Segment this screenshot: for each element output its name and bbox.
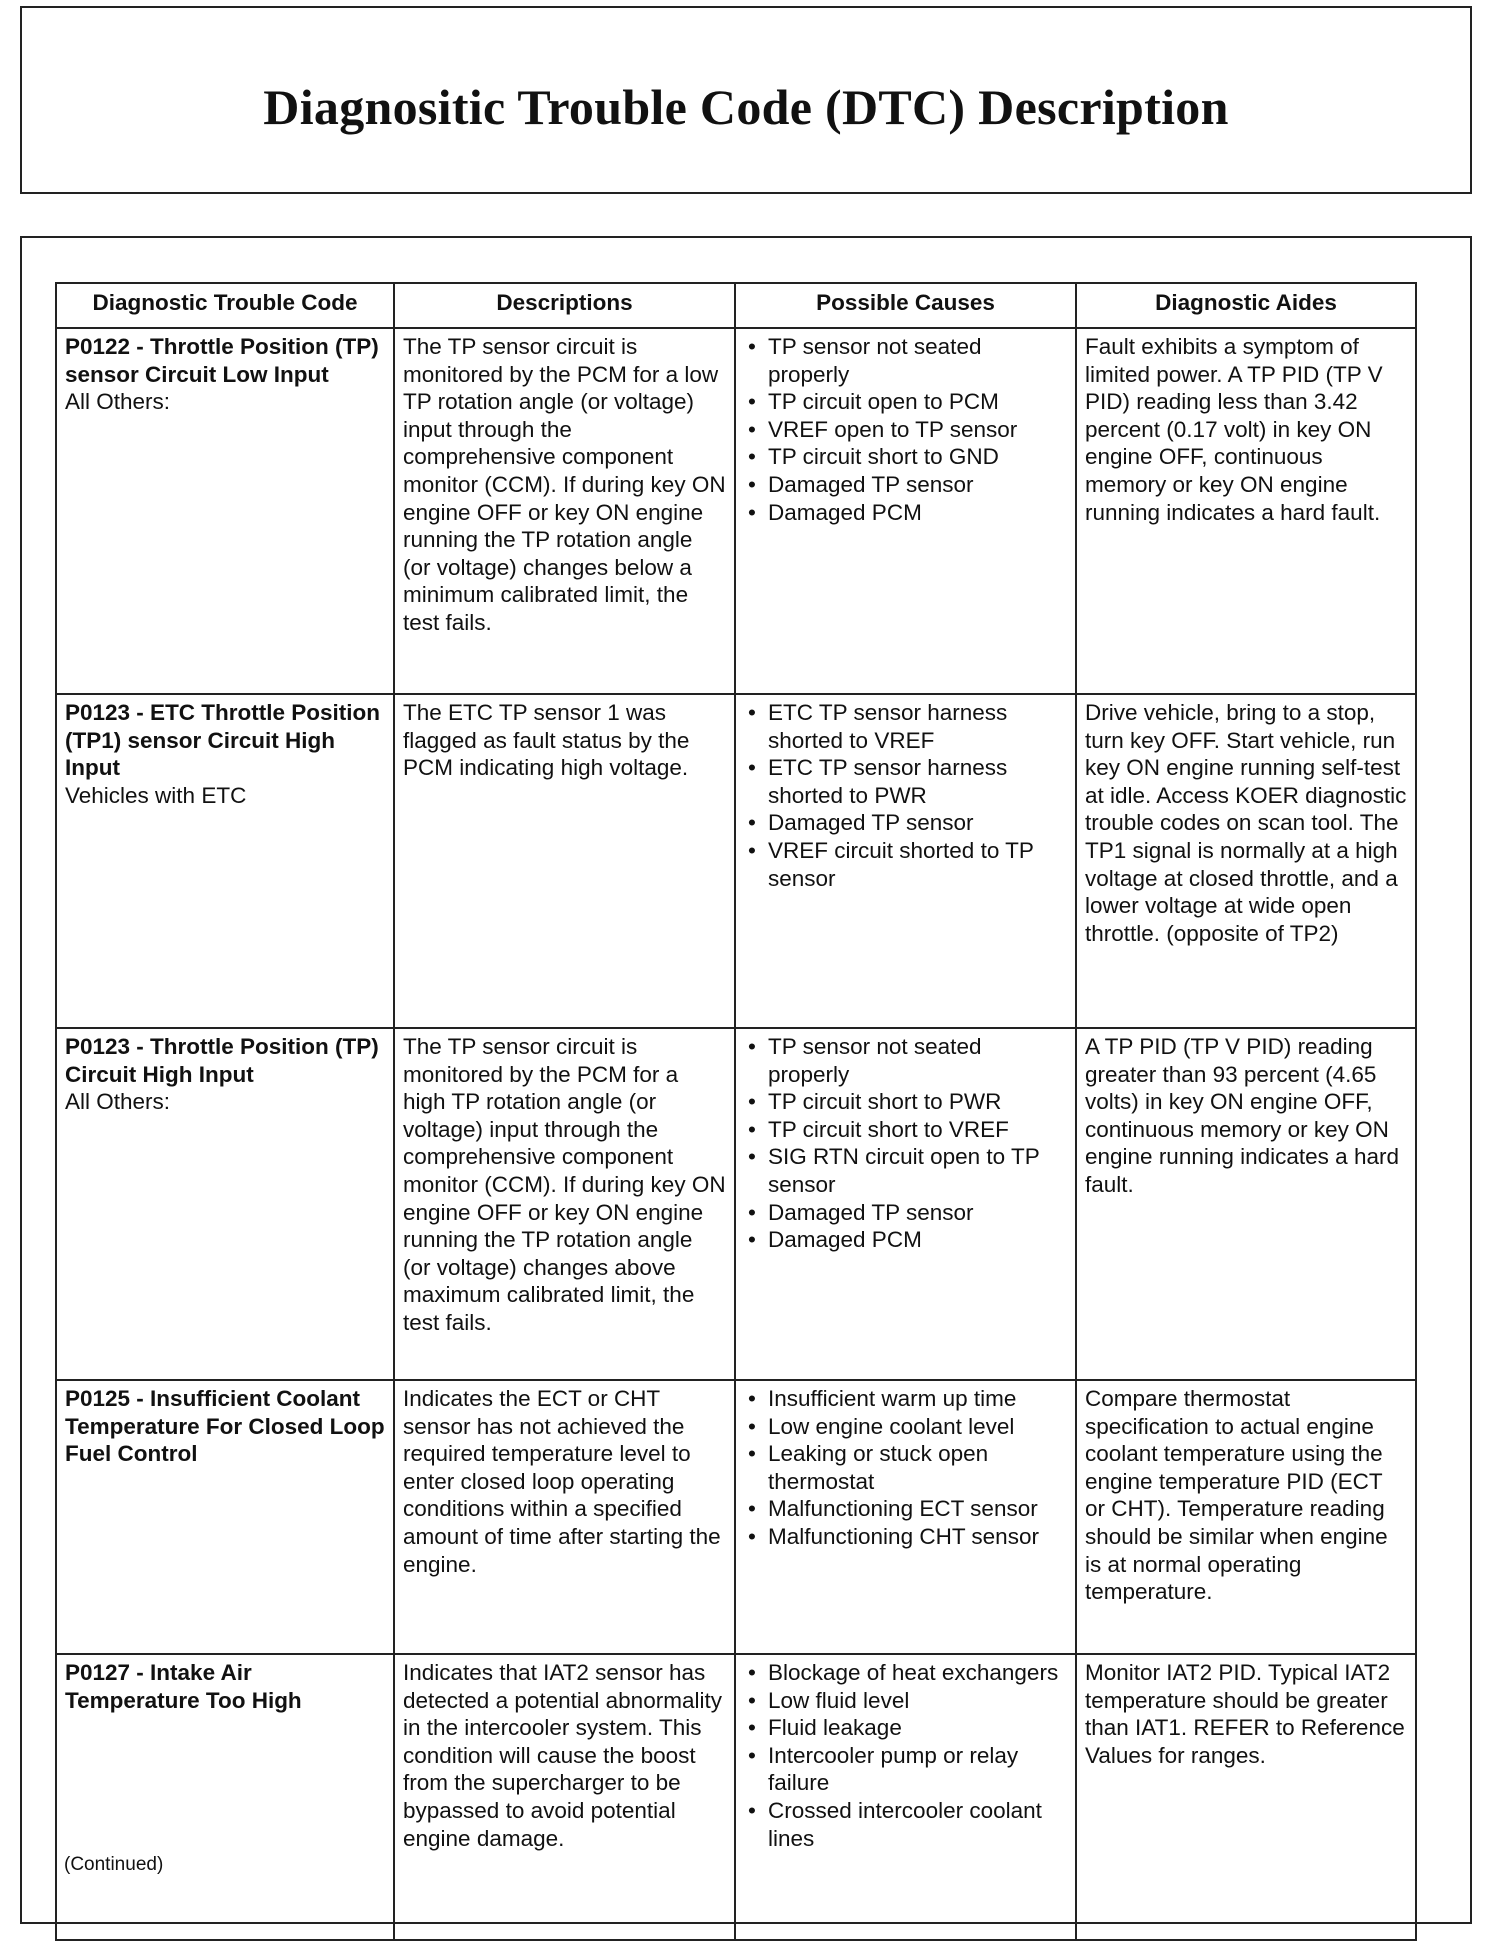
dtc-possible-causes xyxy=(735,1028,1076,1380)
dtc-description: The ETC TP sensor 1 was flagged as fault status by the PCM indicating high voltage. xyxy=(394,694,735,1028)
dtc-diagnostic-aides: A TP PID (TP V PID) reading greater than 93 percent (4.65 volts) in key ON engine OFF, continuous memory or key ON engine running indicates a hard fault. xyxy=(1076,1028,1416,1380)
dtc-code: P0123 - ETC Throttle Position (TP1) sensor Circuit High Input xyxy=(65,700,381,781)
dtc-code: P0127 - Intake Air Temperature Too High xyxy=(65,1660,302,1713)
cause-item: • Leaking or stuck open thermostat xyxy=(744,1440,1067,1495)
dtc-description: Indicates that IAT2 sensor has detected a potential abnormality in the intercooler system. This condition will cause the boost from the supercharger to be bypassed to avoid potential engine damage. xyxy=(394,1654,735,1940)
cause-item: • Damaged PCM xyxy=(744,499,1067,527)
causes-list xyxy=(744,1033,1067,1254)
cause-item: • ETC TP sensor harness shorted to VREF xyxy=(744,699,1067,754)
dtc-diagnostic-aides: Fault exhibits a symptom of limited power. A TP PID (TP V PID) reading less than 3.42 percent (0.17 volt) in key ON engine OFF, continuous memory or key ON engine running indicates a hard fault. xyxy=(1076,328,1416,694)
table-row xyxy=(56,1028,1416,1380)
dtc-description: Indicates the ECT or CHT sensor has not achieved the required temperature level to enter closed loop operating conditions within a specified amount of time after starting the engine. xyxy=(394,1380,735,1654)
dtc-code-cell xyxy=(56,1380,394,1654)
cause-item: • Intercooler pump or relay failure xyxy=(744,1742,1067,1797)
cause-item: • Damaged TP sensor xyxy=(744,1199,1067,1227)
cause-item: • Crossed intercooler coolant lines xyxy=(744,1797,1067,1852)
causes-list xyxy=(744,1659,1067,1852)
dtc-code-cell xyxy=(56,328,394,694)
cause-item: • TP circuit short to GND xyxy=(744,443,1067,471)
table-row xyxy=(56,1654,1416,1940)
dtc-applies-to: Vehicles with ETC xyxy=(65,782,247,808)
cause-item: • Damaged PCM xyxy=(744,1226,1067,1254)
dtc-code: P0123 - Throttle Position (TP) Circuit High Input xyxy=(65,1034,379,1087)
dtc-code: P0122 - Throttle Position (TP) sensor Circuit Low Input xyxy=(65,334,379,387)
continued-note: (Continued) xyxy=(64,1854,164,1875)
header-possible-causes: Possible Causes xyxy=(735,283,1076,328)
dtc-code-cell xyxy=(56,1654,394,1940)
page-title: Diagnositic Trouble Code (DTC) Description xyxy=(263,79,1229,135)
cause-item: • SIG RTN circuit open to TP sensor xyxy=(744,1143,1067,1198)
dtc-diagnostic-aides: Monitor IAT2 PID. Typical IAT2 temperature should be greater than IAT1. REFER to Reference Values for ranges. xyxy=(1076,1654,1416,1940)
dtc-table xyxy=(55,282,1417,1941)
cause-item: • TP sensor not seated properly xyxy=(744,333,1067,388)
dtc-applies-to: All Others: xyxy=(65,389,171,415)
dtc-description: The TP sensor circuit is monitored by the PCM for a low TP rotation angle (or voltage) input through the comprehensive component monitor (CCM). If during key ON engine OFF or key ON engine running the TP rotation angle (or voltage) changes below a minimum calibrated limit, the test fails. xyxy=(394,328,735,694)
table-header-row xyxy=(56,283,1416,328)
dtc-code-cell xyxy=(56,1028,394,1380)
cause-item: • Malfunctioning ECT sensor xyxy=(744,1495,1067,1523)
cause-item: • Malfunctioning CHT sensor xyxy=(744,1523,1067,1551)
header-descriptions: Descriptions xyxy=(394,283,735,328)
causes-list xyxy=(744,699,1067,892)
causes-list xyxy=(744,333,1067,526)
table-row xyxy=(56,694,1416,1028)
dtc-diagnostic-aides: Compare thermostat specification to actual engine coolant temperature using the engine temperature PID (ECT or CHT). Temperature reading should be similar when engine is at normal operating temperature. xyxy=(1076,1380,1416,1654)
dtc-diagnostic-aides: Drive vehicle, bring to a stop, turn key OFF. Start vehicle, run key ON engine running self-test at idle. Access KOER diagnostic trouble codes on scan tool. The TP1 signal is normally at a high voltage at closed throttle, and a lower voltage at wide open throttle. (opposite of TP2) xyxy=(1076,694,1416,1028)
cause-item: • Damaged TP sensor xyxy=(744,809,1067,837)
cause-item: • TP sensor not seated properly xyxy=(744,1033,1067,1088)
dtc-possible-causes xyxy=(735,1380,1076,1654)
header-diagnostic-aides: Diagnostic Aides xyxy=(1076,283,1416,328)
dtc-possible-causes xyxy=(735,694,1076,1028)
table-row xyxy=(56,328,1416,694)
cause-item: • Damaged TP sensor xyxy=(744,471,1067,499)
cause-item: • TP circuit short to VREF xyxy=(744,1116,1067,1144)
dtc-possible-causes xyxy=(735,328,1076,694)
cause-item: • Blockage of heat exchangers xyxy=(744,1659,1067,1687)
table-row xyxy=(56,1380,1416,1654)
dtc-possible-causes xyxy=(735,1654,1076,1940)
header-code: Diagnostic Trouble Code xyxy=(56,283,394,328)
dtc-code-cell xyxy=(56,694,394,1028)
cause-item: • TP circuit short to PWR xyxy=(744,1088,1067,1116)
causes-list xyxy=(744,1385,1067,1551)
cause-item: • ETC TP sensor harness shorted to PWR xyxy=(744,754,1067,809)
cause-item: • Low engine coolant level xyxy=(744,1413,1067,1441)
cause-item: • VREF open to TP sensor xyxy=(744,416,1067,444)
cause-item: • TP circuit open to PCM xyxy=(744,388,1067,416)
cause-item: • Insufficient warm up time xyxy=(744,1385,1067,1413)
cause-item: • VREF circuit shorted to TP sensor xyxy=(744,837,1067,892)
title-box xyxy=(20,6,1472,194)
dtc-description: The TP sensor circuit is monitored by the PCM for a high TP rotation angle (or voltage) input through the comprehensive component monitor (CCM). If during key ON engine OFF or key ON engine running the TP rotation angle (or voltage) changes above maximum calibrated limit, the test fails. xyxy=(394,1028,735,1380)
cause-item: • Fluid leakage xyxy=(744,1714,1067,1742)
cause-item: • Low fluid level xyxy=(744,1687,1067,1715)
dtc-code: P0125 - Insufficient Coolant Temperature For Closed Loop Fuel Control xyxy=(65,1386,385,1467)
dtc-applies-to: All Others: xyxy=(65,1089,171,1115)
